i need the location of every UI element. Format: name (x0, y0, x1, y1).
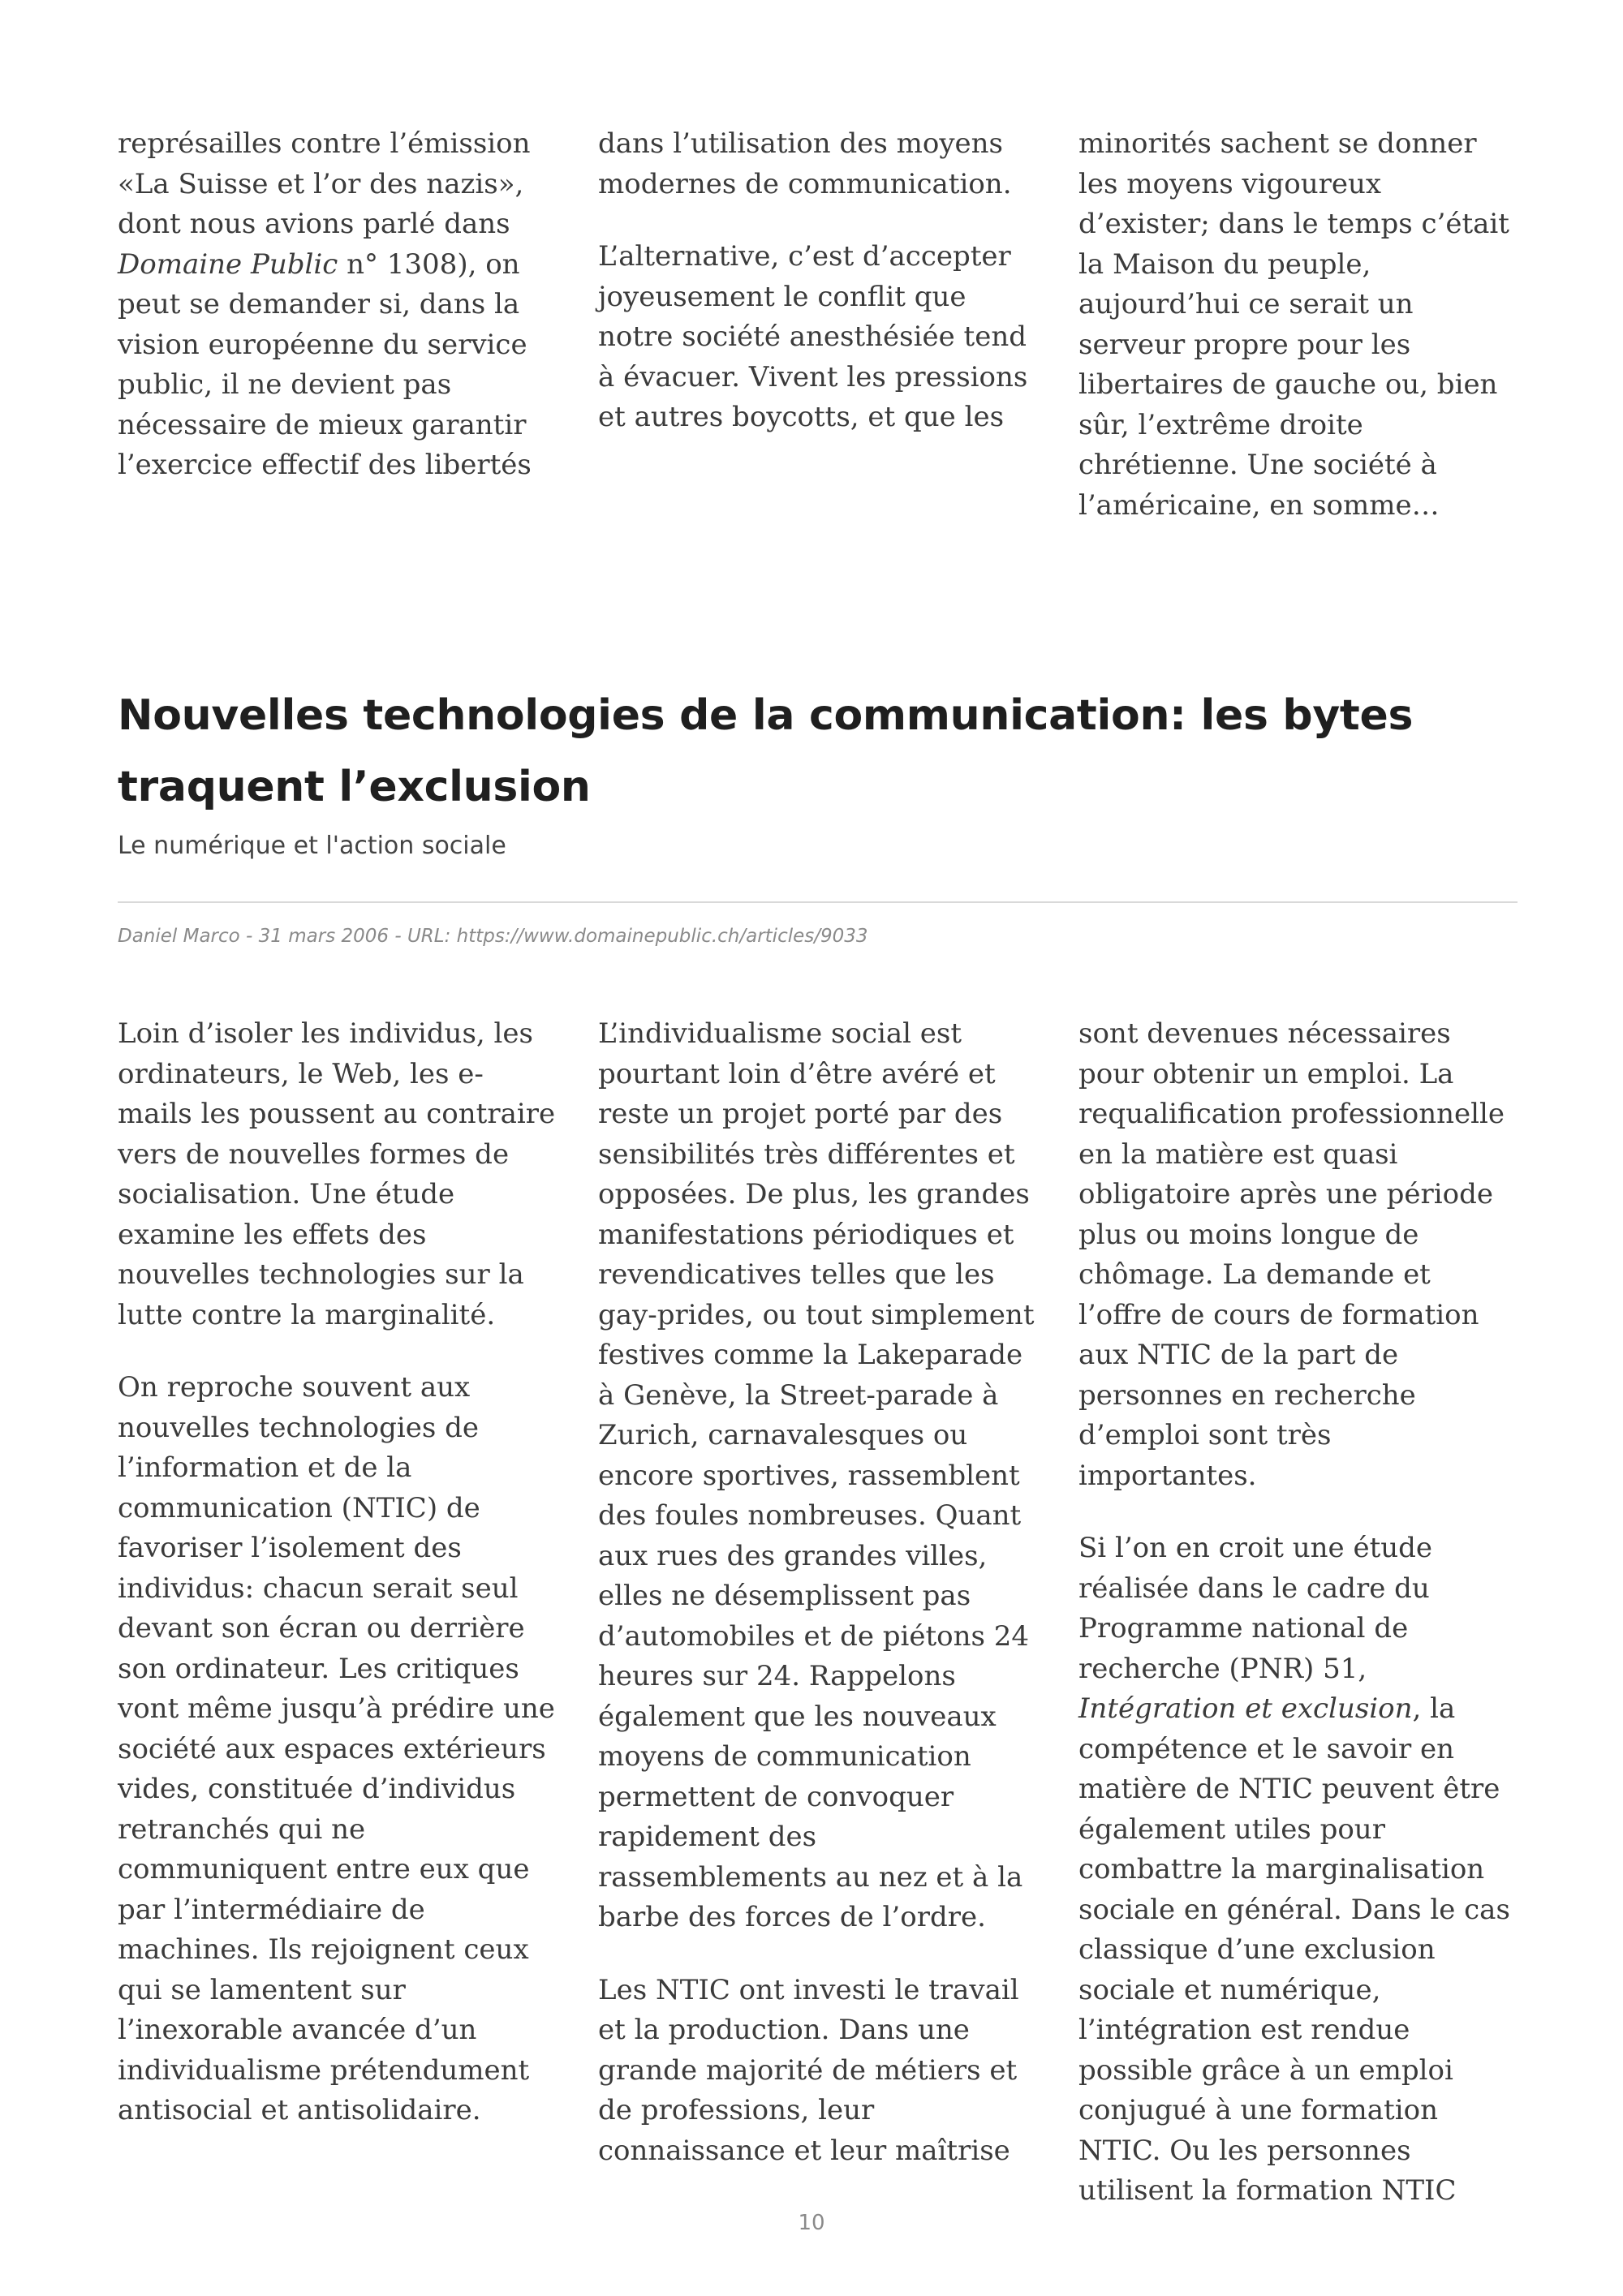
paragraph: dans l’utilisation des moyens modernes de communication. (598, 127, 1012, 200)
article-column-1 (118, 1014, 556, 2212)
paragraph: L’individualisme social est pourtant loin d’être avéré et reste un projet porté par des sensibilités très différentes et opposées. De plus, les grandes manifestations périodiques et revendicatives telles que les gay-prides, ou tout simplement festives comme la Lakeparade à Genève, la Street-parade à Zurich, carnavalesques ou encore sportives, rassemblent des foules nombreuses. Quant aux rues des grandes villes, elles ne désemplissent pas d’automobiles et de piétons 24 heures sur 24. Rappelons également que les nouveaux moyens de communication permettent de convoquer rapidement des rassemblements au nez et à la barbe des forces de l’ordre. (598, 1017, 1035, 1933)
paragraph: Si l’on en croit une étude réalisée dans le cadre du Programme national de recherche (PNR) 51, Intégration et exclusion, la compétence et le savoir en matière de NTIC peuvent être également utiles pour combattre la marginalisation sociale en général. Dans le cas classique d’une exclusion sociale et numérique, l’intégration est rendue possible grâce à un emploi conjugué à une formation NTIC. Ou les personnes utilisent la formation NTIC (1078, 1532, 1510, 2207)
paragraph: L’alternative, c’est d’accepter joyeusement le conflit que notre société anesthésiée tend à évacuer. Vivent les pressions et autres boycotts, et que les (598, 240, 1028, 433)
paragraph: minorités sachent se donner les moyens vigoureux d’exister; dans le temps c’était la Maison du peuple, aujourd’hui ce serait un serveur propre pour les libertaires de gauche ou, bien sûr, l’extrême droite chrétienne. Une société à l’américaine, en somme… (1078, 127, 1509, 522)
program-name: Intégration et exclusion (1078, 1692, 1413, 1725)
article-column-3 (1078, 1014, 1517, 2212)
divider (118, 901, 1518, 903)
article-subtitle: Le numérique et l'action sociale (118, 832, 506, 860)
paragraph: représailles contre l’émission «La Suisse et l’or des nazis», dont nous avions parlé dans Domaine Public n° 1308), on peut se demander si, dans la vision européenne du service public, il ne devient pas nécessaire de mieux garantir l’exercice effectif des libertés (118, 127, 532, 481)
previous-article-columns (118, 124, 1518, 526)
prev-column-1 (118, 124, 556, 526)
paragraph: Les NTIC ont investi le travail et la production. Dans une grande majorité de métiers et de professions, leur connaissance et leur maîtrise (598, 1973, 1019, 2167)
publication-name: Domaine Public (118, 247, 338, 281)
article-title: Nouvelles technologies de la communication: les bytes traquent l’exclusion (118, 691, 1414, 811)
paragraph: Loin d’isoler les individus, les ordinateurs, le Web, les e-mails les poussent au contraire vers de nouvelles formes de socialisation. Une étude examine les effets des nouvelles technologies sur la lutte contre la marginalité. (118, 1017, 556, 1331)
prev-column-3 (1078, 124, 1517, 526)
prev-column-2 (598, 124, 1036, 526)
article-byline: Daniel Marco - 31 mars 2006 - URL: https://www.domainepublic.ch/articles/9033 (118, 926, 868, 947)
article-column-2 (598, 1014, 1036, 2212)
paragraph: sont devenues nécessaires pour obtenir un emploi. La requalification professionnelle en la matière est quasi obligatoire après une période plus ou moins longue de chômage. La demande et l’offre de cours de formation aux NTIC de la part de personnes en recherche d’emploi sont très importantes. (1078, 1017, 1505, 1492)
paragraph: On reproche souvent aux nouvelles technologies de l’information et de la communication (NTIC) de favoriser l’isolement des individus: chacun serait seul devant son écran ou derrière son ordinateur. Les critiques vont même jusqu’à prédire une société aux espaces extérieurs vides, constituée d’individus retranchés qui ne communiquent entre eux que par l’intermédiaire de machines. Ils rejoignent ceux qui se lamentent sur l’inexorable avancée d’un individualisme prétendument antisocial et antisolidaire. (118, 1371, 555, 2126)
page-number: 10 (798, 2211, 825, 2235)
article-columns (118, 1014, 1518, 2212)
